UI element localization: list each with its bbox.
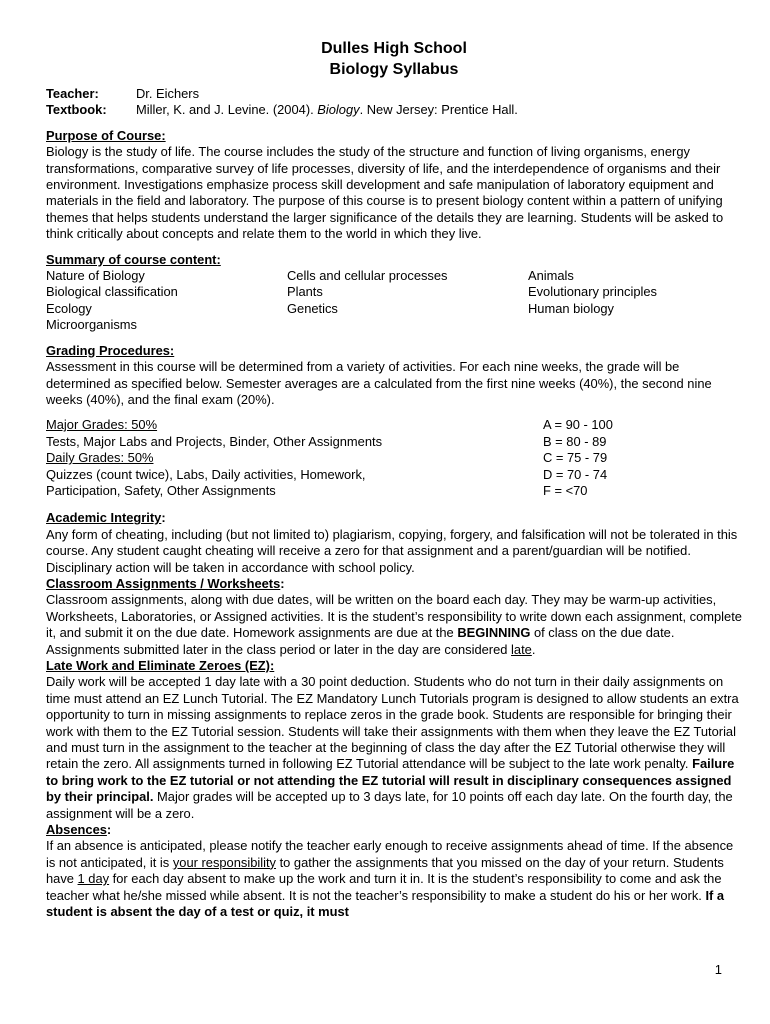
grade-scale-item: B = 80 - 89 bbox=[543, 433, 607, 449]
topic-item: Plants bbox=[287, 284, 323, 300]
grading-section bbox=[46, 343, 742, 500]
late-work-section bbox=[46, 658, 742, 822]
late-work-body: Daily work will be accepted 1 day late with a 30 point deduction. Students who do not turn in their daily assignments on time must attend an EZ Lunch Tutorial. The EZ Mandatory Lunch Tutorials program is designed to allow students an extra opportunity to turn in missing assignments to replace zeros in the grade book. Students are responsible for bringing their work with them to the EZ Tutorial session. Students will take their assignments with them when they leave the EZ Tutorial and must turn in the assignment to the teacher at the beginning of class the day after the EZ Tutorial otherwise they will retain the zero. All assignments turned in following EZ Tutorial attendance will be subject to the late work penalty. Failure to bring work to the EZ tutorial or not attending the EZ tutorial will result in disciplinary consequences assigned by their principal. Major grades will be accepted up to 3 days late, for 10 points off each day late. On the fourth day, the assignment will be a zero. bbox=[46, 674, 739, 821]
grade-scale-item: C = 75 - 79 bbox=[543, 450, 608, 466]
topics-column-3 bbox=[528, 268, 728, 334]
classroom-heading: Classroom Assignments / Worksheets: bbox=[46, 575, 285, 591]
course-info bbox=[46, 86, 742, 119]
grade-scale-item: D = 70 - 74 bbox=[543, 466, 608, 482]
textbook-citation: Miller, K. and J. Levine. (2004). Biology. New Jersey: Prentice Hall. bbox=[136, 102, 518, 118]
topic-item: Microorganisms bbox=[46, 317, 137, 333]
integrity-section bbox=[46, 510, 742, 576]
grade-scale bbox=[543, 417, 613, 499]
school-name: Dulles High School bbox=[321, 40, 467, 57]
syllabus-title: Biology Syllabus bbox=[329, 61, 459, 78]
classroom-section bbox=[46, 576, 742, 658]
topic-item: Biological classification bbox=[46, 284, 178, 300]
daily-grades-label: Daily Grades: 50% bbox=[46, 450, 154, 466]
topic-item: Nature of Biology bbox=[46, 268, 145, 284]
major-grades-desc: Tests, Major Labs and Projects, Binder, Other Assignments bbox=[46, 433, 383, 449]
topic-item: Genetics bbox=[287, 300, 338, 316]
major-grades-label: Major Grades: 50% bbox=[46, 417, 158, 433]
grade-scale-item: F = <70 bbox=[543, 482, 588, 498]
page-number: 1 bbox=[714, 962, 722, 977]
topic-item: Animals bbox=[528, 268, 574, 284]
topic-item: Cells and cellular processes bbox=[287, 268, 448, 284]
topic-item: Evolutionary principles bbox=[528, 284, 657, 300]
absences-heading: Absences: bbox=[46, 822, 112, 838]
textbook-row bbox=[46, 102, 742, 118]
teacher-name: Dr. Eichers bbox=[136, 86, 200, 101]
purpose-heading: Purpose of Course: bbox=[46, 127, 166, 143]
integrity-heading: Academic Integrity: bbox=[46, 510, 166, 526]
integrity-body: Any form of cheating, including (but not limited to) plagiarism, copying, forgery, and falsification will not be tolerated in this course. Any student caught cheating will receive a zero for that assignment and a parent/guardian will be notified. Disciplinary action will be taken in accordance with school policy. bbox=[46, 526, 738, 575]
document-title bbox=[46, 38, 742, 80]
classroom-body: Classroom assignments, along with due dates, will be written on the board each day. They may be warm-up activities, Worksheets, Laboratories, or Assigned activities. It is the student’s responsibility to write down each assignment, complete it, and submit it on the due date. Homework assignments are due at the BEGINNING of class on the due date. Assignments submitted later in the class period or later in the day are considered late. bbox=[46, 592, 742, 657]
topics-column-1 bbox=[46, 268, 287, 334]
textbook-label: Textbook: bbox=[46, 102, 107, 118]
grading-body: Assessment in this course will be determined from a variety of activities. For each nine weeks, the grade will be determined as specified below. Semester averages are a calculated from the first nine weeks (40%), the second nine weeks (40%), and the final exam (20%). bbox=[46, 359, 712, 407]
daily-grades-desc: Quizzes (count twice), Labs, Daily activities, Homework, bbox=[46, 466, 366, 482]
late-work-heading: Late Work and Eliminate Zeroes (EZ): bbox=[46, 658, 275, 673]
topic-item: Ecology bbox=[46, 300, 92, 316]
summary-topics bbox=[46, 268, 742, 334]
purpose-body: Biology is the study of life. The course includes the study of the structure and function of living organisms, energy transformations, comparative survey of life processes, diversity of life, and the interdependence of organisms and their environment. Investigations emphasize process skill development and safe manipulation of laboratory equipment and materials in the field and laboratory. The purpose of this course is to present biology content within a pattern of unifying themes that helps students understand the larger significance of the details they are learning. Students will be asked to think critically about concepts and relate them to the world in which they live. bbox=[46, 144, 724, 242]
grade-scale-item: A = 90 - 100 bbox=[543, 417, 613, 433]
teacher-label: Teacher: bbox=[46, 86, 99, 101]
absences-body: If an absence is anticipated, please notify the teacher early enough to receive assignments ahead of time. If the absence is not anticipated, it is your responsibility to gather the assignments that you missed on the day of your return. Students have 1 day for each day absent to make up the work and turn it in. It is the student’s responsibility to come and ask the teacher what he/she missed while absent. It is not the teacher’s responsibility to make a student do his or her work. If a student is absent the day of a test or quiz, it must bbox=[46, 838, 734, 920]
grade-weights bbox=[46, 417, 543, 499]
daily-grades-desc: Participation, Safety, Other Assignments bbox=[46, 482, 276, 498]
topic-item: Human biology bbox=[528, 300, 614, 316]
teacher-row bbox=[46, 86, 742, 102]
grade-breakdown bbox=[46, 417, 742, 499]
absences-section bbox=[46, 822, 742, 920]
purpose-section bbox=[46, 128, 742, 243]
grading-heading: Grading Procedures: bbox=[46, 342, 175, 358]
summary-heading: Summary of course content: bbox=[46, 251, 221, 267]
topics-column-2 bbox=[287, 268, 528, 334]
textbook-title: Biology bbox=[317, 102, 360, 118]
summary-section bbox=[46, 252, 742, 334]
